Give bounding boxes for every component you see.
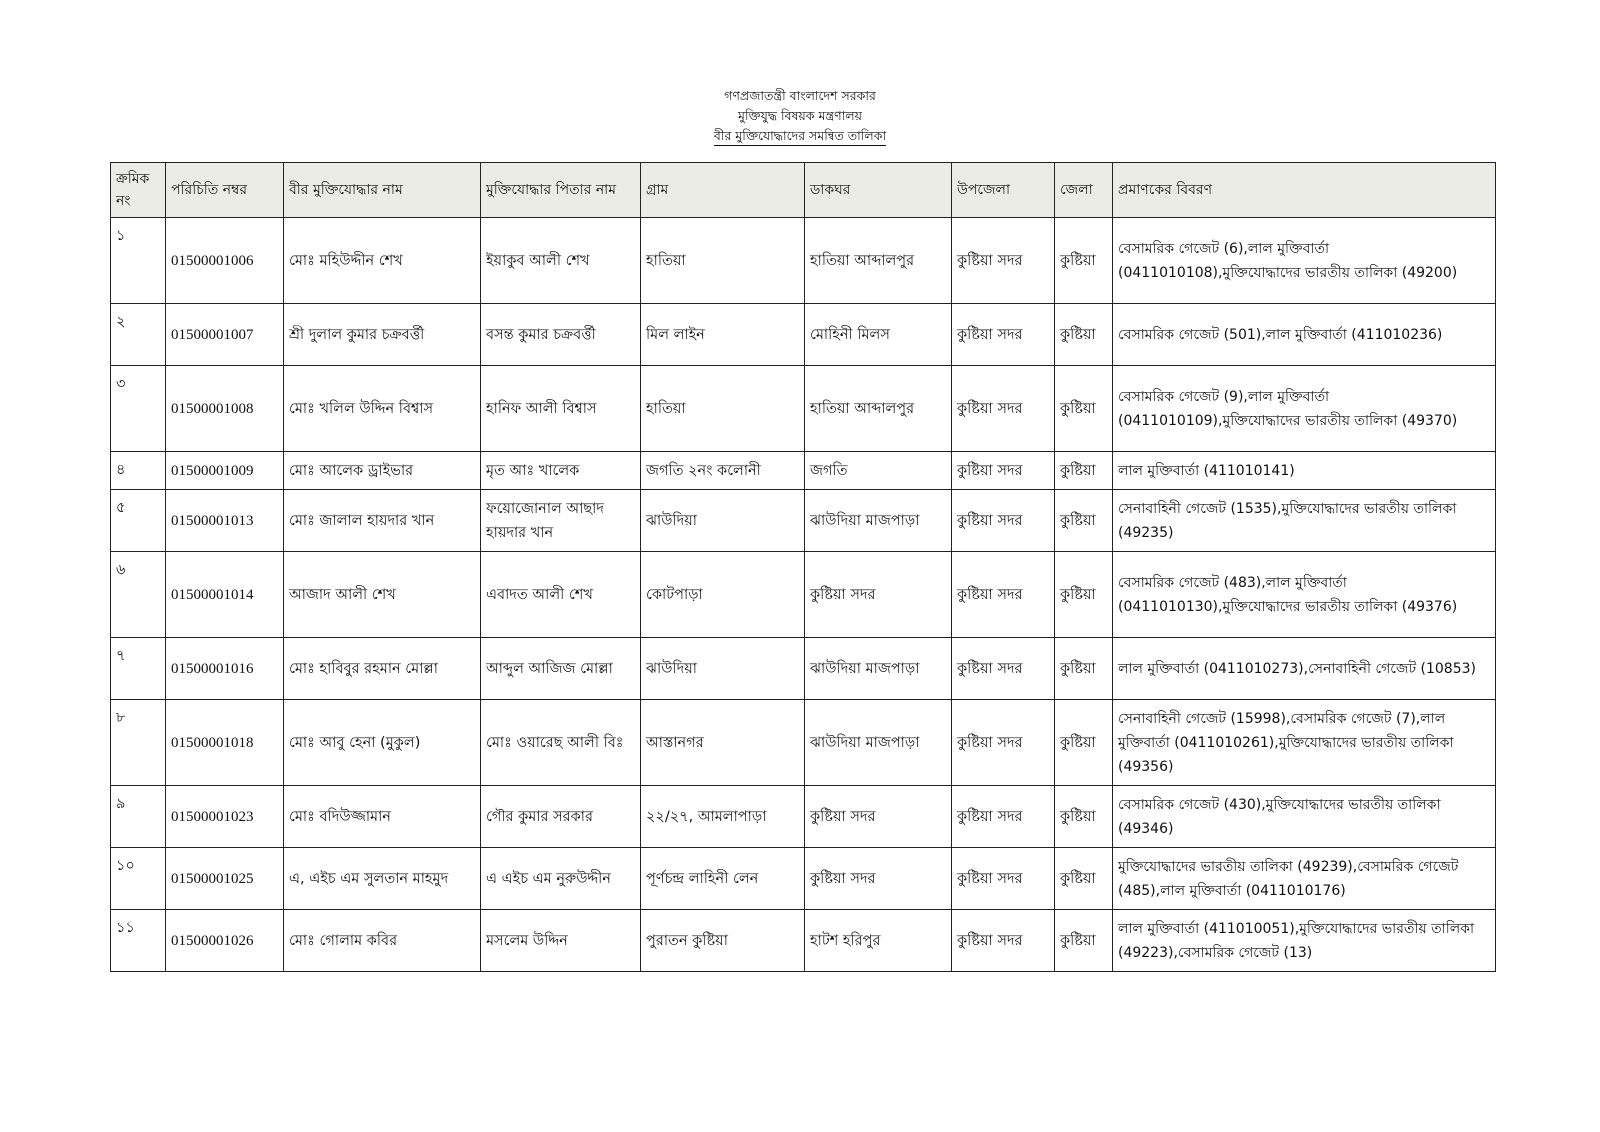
table-row [111,910,1496,972]
name-cell: মোঃ জালাল হায়দার খান [284,490,481,552]
table-row [111,218,1496,304]
village-cell: কোটপাড়া [641,552,805,638]
father-name-cell: মোঃ ওয়ারেছ আলী বিঃ [481,700,641,786]
upazila-cell: কুষ্টিয়া সদর [952,910,1055,972]
proof-cell: লাল মুক্তিবার্তা (411010141) [1113,452,1496,490]
upazila-cell: কুষ্টিয়া সদর [952,638,1055,700]
id-number-cell: 01500001014 [166,552,284,638]
proof-cell: সেনাবাহিনী গেজেট (1535),মুক্তিযোদ্ধাদের ভারতীয় তালিকা (49235) [1113,490,1496,552]
district-cell: কুষ্টিয়া [1055,848,1113,910]
father-name-cell: আব্দুল আজিজ মোল্লা [481,638,641,700]
post-office-cell: ঝাউদিয়া মাজপাড়া [805,638,952,700]
father-name-cell: এবাদত আলী শেখ [481,552,641,638]
district-cell: কুষ্টিয়া [1055,786,1113,848]
proof-cell: মুক্তিযোদ্ধাদের ভারতীয় তালিকা (49239),বেসামরিক গেজেট (485),লাল মুক্তিবার্তা (0411010176) [1113,848,1496,910]
column-name: বীর মুক্তিযোদ্ধার নাম [284,163,481,218]
village-cell: ঝাউদিয়া [641,638,805,700]
id-number-cell: 01500001026 [166,910,284,972]
post-office-cell: ঝাউদিয়া মাজপাড়া [805,700,952,786]
column-id-number: পরিচিতি নম্বর [166,163,284,218]
serial-cell: ৫ [111,490,166,552]
father-name-cell: মসলেম উদ্দিন [481,910,641,972]
upazila-cell: কুষ্টিয়া সদর [952,366,1055,452]
name-cell: শ্রী দুলাল কুমার চক্রবর্ত্তী [284,304,481,366]
id-number-cell: 01500001009 [166,452,284,490]
district-cell: কুষ্টিয়া [1055,638,1113,700]
district-cell: কুষ্টিয়া [1055,700,1113,786]
upazila-cell: কুষ্টিয়া সদর [952,786,1055,848]
ministry-title: মুক্তিযুদ্ধ বিষয়ক মন্ত্রণালয় [738,108,862,123]
upazila-cell: কুষ্টিয়া সদর [952,848,1055,910]
serial-cell: ৪ [111,452,166,490]
district-cell: কুষ্টিয়া [1055,304,1113,366]
id-number-cell: 01500001007 [166,304,284,366]
father-name-cell: গৌর কুমার সরকার [481,786,641,848]
father-name-cell: বসন্ত কুমার চক্রবর্ত্তী [481,304,641,366]
village-cell: হাতিয়া [641,366,805,452]
father-name-cell: ইয়াকুব আলী শেখ [481,218,641,304]
table-row [111,366,1496,452]
post-office-cell: কুষ্টিয়া সদর [805,848,952,910]
village-cell: পূর্ণচন্দ্র লাহিনী লেন [641,848,805,910]
proof-cell: সেনাবাহিনী গেজেট (15998),বেসামরিক গেজেট (7),লাল মুক্তিবার্তা (0411010261),মুক্তিযোদ্ধাদের ভারতীয় তালিকা (49356) [1113,700,1496,786]
district-cell: কুষ্টিয়া [1055,366,1113,452]
name-cell: মোঃ হাবিবুর রহমান মোল্লা [284,638,481,700]
name-cell: মোঃ মহিউদ্দীন শেখ [284,218,481,304]
name-cell: মোঃ খলিল উদ্দিন বিশ্বাস [284,366,481,452]
serial-cell: ২ [111,304,166,366]
name-cell: মোঃ বদিউজ্জামান [284,786,481,848]
id-number-cell: 01500001025 [166,848,284,910]
id-number-cell: 01500001008 [166,366,284,452]
village-cell: আস্তানগর [641,700,805,786]
post-office-cell: হাটশ হরিপুর [805,910,952,972]
serial-cell: ১ [111,218,166,304]
post-office-cell: হাতিয়া আব্দালপুর [805,218,952,304]
name-cell: মোঃ আলেক ড্রাইভার [284,452,481,490]
post-office-cell: কুষ্টিয়া সদর [805,552,952,638]
proof-cell: লাল মুক্তিবার্তা (411010051),মুক্তিযোদ্ধাদের ভারতীয় তালিকা (49223),বেসামরিক গেজেট (13) [1113,910,1496,972]
district-cell: কুষ্টিয়া [1055,910,1113,972]
proof-cell: লাল মুক্তিবার্তা (0411010273),সেনাবাহিনী গেজেট (10853) [1113,638,1496,700]
father-name-cell: এ এইচ এম নুরুউদ্দীন [481,848,641,910]
village-cell: ঝাউদিয়া [641,490,805,552]
serial-cell: ৮ [111,700,166,786]
table-row [111,452,1496,490]
father-name-cell: হানিফ আলী বিশ্বাস [481,366,641,452]
district-cell: কুষ্টিয়া [1055,490,1113,552]
serial-cell: ৬ [111,552,166,638]
column-post-office: ডাকঘর [805,163,952,218]
post-office-cell: মোহিনী মিলস [805,304,952,366]
upazila-cell: কুষ্টিয়া সদর [952,218,1055,304]
village-cell: জগতি ২নং কলোনী [641,452,805,490]
father-name-cell: ফয়োজোনাল আছাদ হায়দার খান [481,490,641,552]
proof-cell: বেসামরিক গেজেট (9),লাল মুক্তিবার্তা (0411010109),মুক্তিযোদ্ধাদের ভারতীয় তালিকা (49370) [1113,366,1496,452]
id-number-cell: 01500001013 [166,490,284,552]
serial-cell: ৭ [111,638,166,700]
serial-cell: ১১ [111,910,166,972]
upazila-cell: কুষ্টিয়া সদর [952,490,1055,552]
list-title: বীর মুক্তিযোদ্ধাদের সমন্বিত তালিকা [714,127,886,146]
column-serial: ক্রমিক নং [111,163,166,218]
table-row [111,638,1496,700]
village-cell: হাতিয়া [641,218,805,304]
district-cell: কুষ্টিয়া [1055,218,1113,304]
id-number-cell: 01500001023 [166,786,284,848]
column-father-name: মুক্তিযোদ্ধার পিতার নাম [481,163,641,218]
table-header-row [111,163,1496,218]
upazila-cell: কুষ্টিয়া সদর [952,304,1055,366]
father-name-cell: মৃত আঃ খালেক [481,452,641,490]
post-office-cell: কুষ্টিয়া সদর [805,786,952,848]
id-number-cell: 01500001016 [166,638,284,700]
table-row [111,700,1496,786]
column-village: গ্রাম [641,163,805,218]
upazila-cell: কুষ্টিয়া সদর [952,552,1055,638]
name-cell: আজাদ আলী শেখ [284,552,481,638]
table-row [111,848,1496,910]
government-title: গণপ্রজাতন্ত্রী বাংলাদেশ সরকার [724,88,876,103]
column-upazila: উপজেলা [952,163,1055,218]
village-cell: ২২/২৭, আমলাপাড়া [641,786,805,848]
freedom-fighters-table [110,162,1496,972]
village-cell: মিল লাইন [641,304,805,366]
name-cell: মোঃ আবু হেনা (মুকুল) [284,700,481,786]
upazila-cell: কুষ্টিয়া সদর [952,700,1055,786]
table-row [111,304,1496,366]
serial-cell: ৯ [111,786,166,848]
proof-cell: বেসামরিক গেজেট (6),লাল মুক্তিবার্তা (0411010108),মুক্তিযোদ্ধাদের ভারতীয় তালিকা (49200) [1113,218,1496,304]
district-cell: কুষ্টিয়া [1055,552,1113,638]
proof-cell: বেসামরিক গেজেট (483),লাল মুক্তিবার্তা (0411010130),মুক্তিযোদ্ধাদের ভারতীয় তালিকা (49376) [1113,552,1496,638]
upazila-cell: কুষ্টিয়া সদর [952,452,1055,490]
name-cell: এ, এইচ এম সুলতান মাহমুদ [284,848,481,910]
post-office-cell: জগতি [805,452,952,490]
document-header [0,86,1600,146]
proof-cell: বেসামরিক গেজেট (501),লাল মুক্তিবার্তা (411010236) [1113,304,1496,366]
table-body [111,218,1496,972]
post-office-cell: ঝাউদিয়া মাজপাড়া [805,490,952,552]
id-number-cell: 01500001018 [166,700,284,786]
table-row [111,786,1496,848]
table-row [111,490,1496,552]
proof-cell: বেসামরিক গেজেট (430),মুক্তিযোদ্ধাদের ভারতীয় তালিকা (49346) [1113,786,1496,848]
table-row [111,552,1496,638]
serial-cell: ১০ [111,848,166,910]
column-district: জেলা [1055,163,1113,218]
village-cell: পুরাতন কুষ্টিয়া [641,910,805,972]
serial-cell: ৩ [111,366,166,452]
name-cell: মোঃ গোলাম কবির [284,910,481,972]
district-cell: কুষ্টিয়া [1055,452,1113,490]
column-proof: প্রমাণকের বিবরণ [1113,163,1496,218]
post-office-cell: হাতিয়া আব্দালপুর [805,366,952,452]
id-number-cell: 01500001006 [166,218,284,304]
